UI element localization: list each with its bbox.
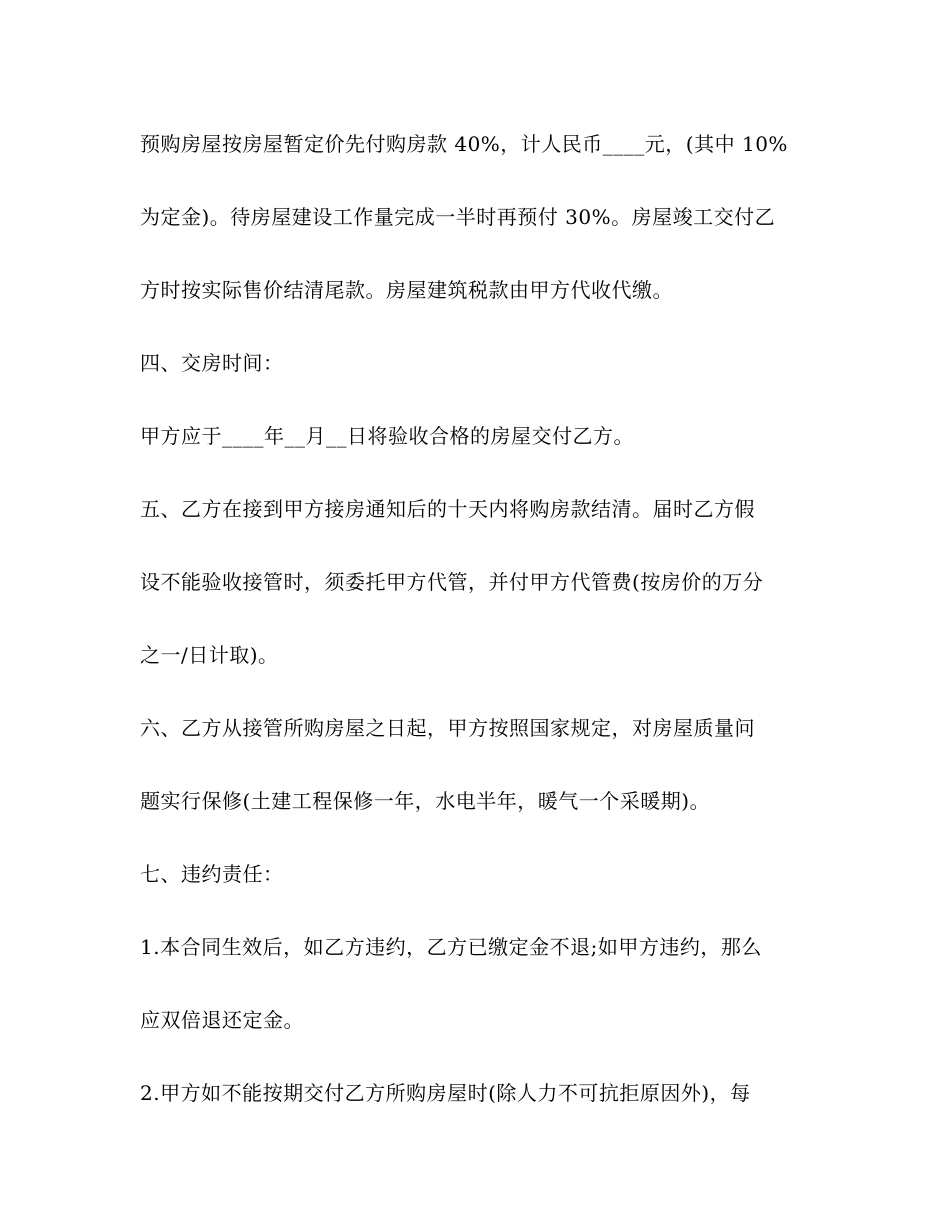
paragraph-line: 甲方应于____年__月__日将验收合格的房屋交付乙方。 bbox=[140, 424, 634, 448]
list-item-2: 2.甲方如不能按期交付乙方所购房屋时(除人力不可抗拒原因外)，每 bbox=[140, 1081, 751, 1105]
paragraph-line: 设不能验收接管时，须委托甲方代管，并付甲方代管费(按房价的万分 bbox=[140, 570, 764, 594]
paragraph-line: 预购房屋按房屋暂定价先付购房款 40%，计人民币____元，(其中 10% bbox=[140, 132, 788, 156]
section-heading-delivery-time: 四、交房时间： bbox=[140, 351, 284, 375]
paragraph-line: 题实行保修(土建工程保修一年，水电半年，暖气一个采暖期)。 bbox=[140, 789, 711, 813]
paragraph-line: 之一/日计取)。 bbox=[140, 643, 279, 667]
section-heading-warranty: 六、乙方从接管所购房屋之日起，甲方按照国家规定，对房屋质量问 bbox=[140, 716, 755, 740]
paragraph-line: 为定金)。待房屋建设工作量完成一半时再预付 30%。房屋竣工交付乙 bbox=[140, 205, 776, 229]
paragraph-line: 应双倍退还定金。 bbox=[140, 1008, 304, 1032]
paragraph-line: 方时按实际售价结清尾款。房屋建筑税款由甲方代收代缴。 bbox=[140, 278, 673, 302]
list-item-1: 1.本合同生效后，如乙方违约，乙方已缴定金不退;如甲方违约，那么 bbox=[140, 935, 762, 959]
section-heading-breach-liability: 七、违约责任： bbox=[140, 862, 284, 886]
section-heading-payment-settlement: 五、乙方在接到甲方接房通知后的十天内将购房款结清。届时乙方假 bbox=[140, 497, 755, 521]
